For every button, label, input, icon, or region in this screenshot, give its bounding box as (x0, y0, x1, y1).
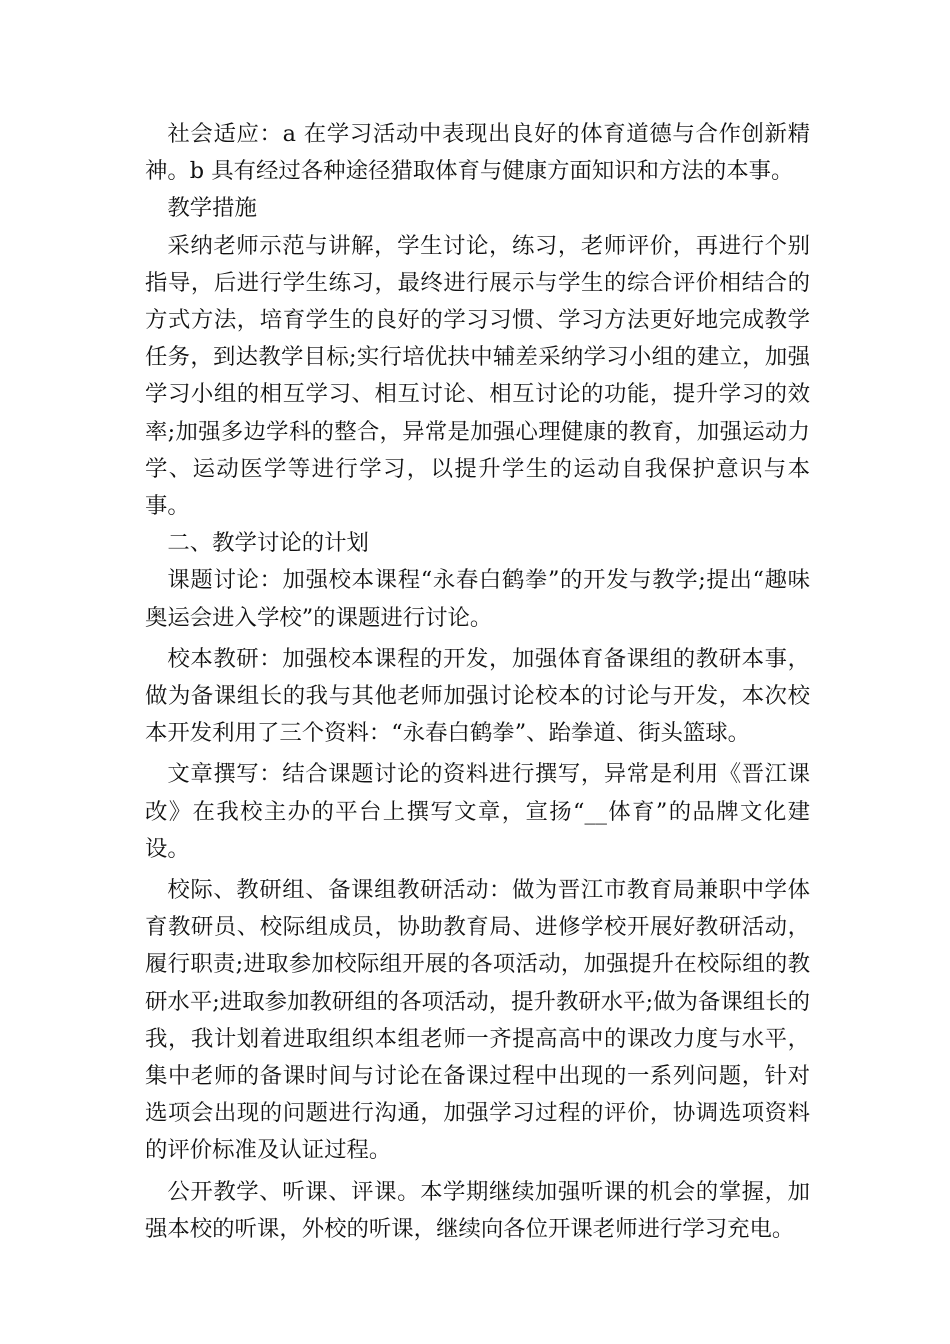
paragraph-article-writing: 文章撰写：结合课题讨论的资料进行撰写，异常是利用《晋江课改》在我校主办的平台上撰写文章，宣扬“__体育”的品牌文化建设。 (145, 761, 810, 862)
paragraph-school-research: 校本教研：加强校本课程的开发，加强体育备课组的教研本事，做为备课组长的我与其他老师加强讨论校本的讨论与开发，本次校本开发利用了三个资料：“永春白鹤拳”、跆拳道、街头篮球。 (145, 645, 810, 747)
paragraph-open-teaching: 公开教学、听课、评课。本学期继续加强听课的机会的掌握，加强本校的听课，外校的听课，继续向各位开课老师进行学习充电。 (145, 1178, 810, 1242)
heading-teaching-measures: 教学措施 (167, 195, 257, 222)
paragraph-topic-research: 课题讨论：加强校本课程“永春白鹤拳”的开发与教学;提出“趣味奥运会进入学校”的课题进行讨论。 (145, 567, 810, 631)
document-body (145, 116, 810, 1248)
paragraph-research-activities: 校际、教研组、备课组教研活动：做为晋江市教育局兼职中学体育教研员、校际组成员，协助教育局、进修学校开展好教研活动，履行职责;进取参加校际组开展的各项活动，加强提升在校际组的教研水平;进取参加教研组的各项活动，提升教研水平;做为备课组长的我，我计划着进取组织本组老师一齐提高高中的课改力度与水平，集中老师的备课时间与讨论在备课过程中出现的一系列问题，针对选项会出现的问题进行沟通，加强学习过程的评价，协调选项资料的评价标准及认证过程。 (145, 877, 810, 1164)
paragraph-teaching-measures: 采纳老师示范与讲解，学生讨论，练习，老师评价，再进行个别指导，后进行学生练习，最终进行展示与学生的综合评价相结合的方式方法，培育学生的良好的学习习惯、学习方法更好地完成教学任务，到达教学目标;实行培优扶中辅差采纳学习小组的建立，加强学习小组的相互学习、相互讨论、相互讨论的功能，提升学习的效率;加强多边学科的整合，异常是加强心理健康的教育，加强运动力学、运动医学等进行学习，以提升学生的运动自我保护意识与本事。 (145, 232, 810, 520)
heading-research-plan: 二、教学讨论的计划 (167, 530, 369, 557)
paragraph-social-adaptation: 社会适应：a 在学习活动中表现出良好的体育道德与合作创新精神。b 具有经过各种途径猎取体育与健康方面知识和方法的本事。 (145, 121, 810, 185)
